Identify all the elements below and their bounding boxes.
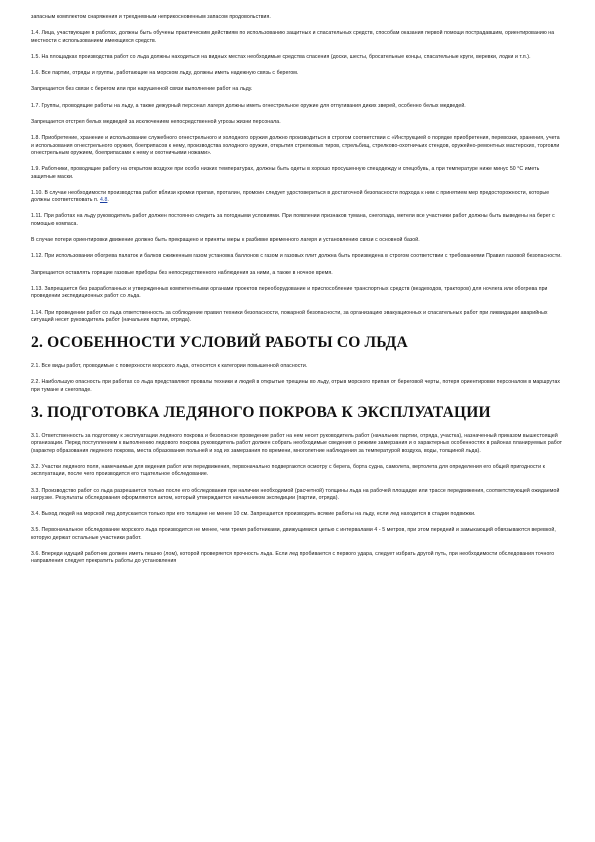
paragraph-1-10	[31, 190, 564, 205]
paragraph: 1.14. При проведении работ со льда ответственность за соблюдение правил техники безопасности, пожарной безопасности, за организацию эвакуационных и спасательных работ при ликвидации аварийных ситуаций несет руководитель работ (начальник партии, отряда).	[31, 309, 548, 323]
paragraph: 2.2. Наибольшую опасность при работах со льда представляют провалы техники и людей в открытые трещины во льду, отрыв морского припая от береговой черты, потеря ориентировки персоналом в маршрутах при тумане и снегопаде.	[31, 379, 561, 393]
paragraph: 3.2. Участки ледяного поля, намечаемые для ведения работ или передвижения, первоначально подвергаются осмотру с берега, борта судна, самолета, вертолета для определения его общей пригодности к эксплуатации, после чего производится его тщательное обследование.	[31, 463, 545, 478]
paragraph: запасным комплектом снаряжения и трехдневным неприкосновенным запасом продовольствия.	[31, 14, 271, 20]
paragraph: 1.9. Работники, проводящие работу на открытом воздухе при особо низких температурах, должны быть одеты в хорошо просушенную спецодежду и спецобувь, а при температуре ниже минус 50 °С иметь защитные маски.	[31, 166, 540, 180]
paragraph-text: .	[107, 197, 109, 204]
paragraph: 3.1. Ответственность за подготовку к эксплуатации ледяного покрова и безопасное проведение работ на нем несет руководитель работ (начальник партии, отряда, участка), назначенный приказом вышестоящей организации. Перед поступлением к выполнению ледового покрова руководитель работ должен собрать необходимые сведения о режиме замерзания и о характерных особенностях в районах планируемых работ (характер образования ледяного покрова, места образования полыней и ход их замерзания по времени, многолетние наблюдения за температурой воздуха, воды, толщиной льда).	[31, 433, 563, 454]
paragraph: Запрещается оставлять горящие газовые приборы без непосредственного наблюдения за ними, а также в ночное время.	[31, 269, 333, 276]
paragraph: 2.1. Все виды работ, проводимые с поверхности морского льда, относятся к категории повышенной опасности.	[31, 363, 308, 370]
paragraph: Запрещается отстрел белых медведей за исключением непосредственной угрозы жизни персонала.	[31, 119, 281, 126]
paragraph: 1.5. На площадках производства работ со льда должны находиться на видных местах необходимые средства спасения (доски, шесты, бросательные концы, спасательные круги, веревки, лодки и т.п.).	[31, 53, 531, 60]
section-heading-3: 3. ПОДГОТОВКА ЛЕДЯНОГО ПОКРОВА К ЭКСПЛУАТАЦИИ	[31, 404, 491, 422]
paragraph: 1.12. При использовании обогрева палаток и балков сжиженным газом установка баллонов с газом и газовых плит должна быть произведена в строгом соответствии с требованиями Правил газовой безопасности.	[31, 253, 562, 260]
section-heading-2: 2. ОСОБЕННОСТИ УСЛОВИЙ РАБОТЫ СО ЛЬДА	[31, 334, 408, 352]
paragraph: 3.5. Первоначальное обследование морского льда производится не менее, чем тремя работниками, движущимися цепью с интервалами 4 - 5 метров, при этом передний и замыкающий обвязываются веревкой, которую держат остальные участники работ.	[31, 527, 556, 541]
paragraph: 3.3. Производство работ со льда разрешается только после его обследования при наличии необходимой (расчетной) толщины льда на рабочей площадке или трассе передвижения, соответствующей ожидаемой нагрузке. Результаты обследования оформляются актом, который утверждается начальником экспедиции (партии, отряда).	[31, 487, 560, 501]
paragraph-text: 1.10. В случае необходимости производства работ вблизи кромки припая, проталин, промоин следует удостовериться в достаточной безопасности подхода к ним с принятием мер предосторожности, которые должны соответствовать п.	[31, 189, 550, 204]
paragraph: 1.7. Группы, проводящие работы на льду, а также дежурный персонал лагеря должны иметь огнестрельное оружие для отпугивания диких зверей, особенно белых медведей.	[31, 102, 466, 109]
paragraph: 1.8. Приобретение, хранение и использование служебного огнестрельного и холодного оружия должно производиться в строгом соответствии с «Инструкцией о порядке приобретения, перевозки, хранения, учета и использования огнестрельного оружия, боеприпасов к нему, производства холодного оружия, открытия стрелковых тиров, стрельбищ, стрелково-охотничьих стендов, оружейно-ремонтных мастерских, торговли огнестрельным оружием, боеприпасами к нему и охотничьими ножами».	[31, 135, 560, 156]
paragraph: В случае потери ориентировки движение должно быть прекращено и приняты меры к разбивке временного лагеря и установлению связи с основной базой.	[31, 237, 420, 244]
paragraph: 1.13. Запрещается без разработанных и утвержденных компетентными органами проектов переоборудование и приспособление транспортных средств (вездеходов, тракторов) для ночлега или обогрева при проведении экспедиционных работ со льда.	[31, 285, 548, 300]
paragraph: Запрещается без связи с берегом или при нарушенной связи выполнение работ на льду.	[31, 86, 253, 93]
paragraph: 1.11. При работах на льду руководитель работ должен постоянно следить за погодными условиями. При появлении признаков тумана, снегопада, метели все участники работ должны быть выведены на берег с помощью компаса.	[31, 213, 555, 227]
paragraph: 3.6. Впереди идущий работник должен иметь пешню (лом), которой проверяется прочность льда. Если лед пробивается с первого удара, следует избрать другой путь, при необходимости обследования точного направления следует прекратить работы до установления	[31, 550, 555, 565]
paragraph: 1.6. Все партии, отряды и группы, работающие на морском льду, должны иметь надежную связь с берегом.	[31, 70, 299, 77]
paragraph: 1.4. Лица, участвующие в работах, должны быть обучены практическим действиям по использованию защитных и спасательных средств, способам оказания первой помощи пострадавшим, ориентированию на местности с использованием имеющихся средств.	[31, 30, 555, 44]
section-4-8-link[interactable]: 4.8	[99, 197, 108, 204]
paragraph: 3.4. Выход людей на морской лед допускается только при его толщине не менее 10 см. Запрещается производить всякие работы на льду, если лед находится в стадии подвижки.	[31, 511, 476, 518]
